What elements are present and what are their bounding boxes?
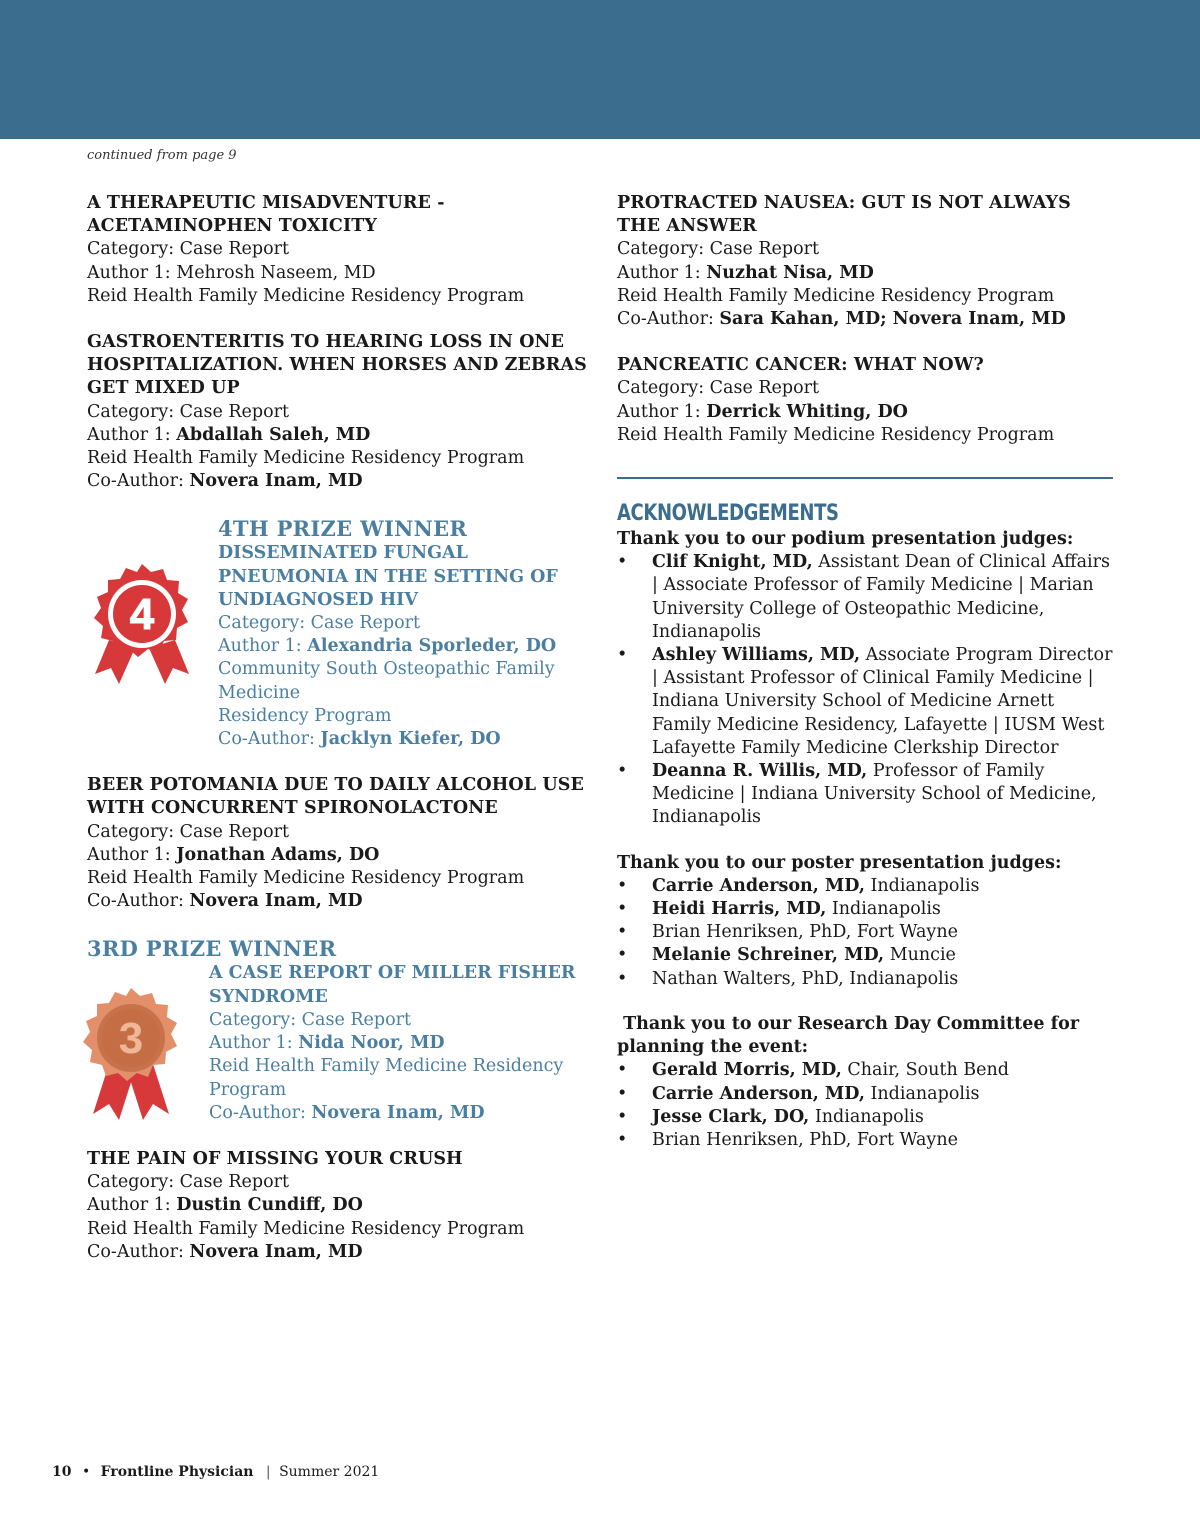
list-item: • Clif Knight, MD, Assistant Dean of Clinical Affairs | Associate Professor of Family Medicine | Marian University College of Osteopathic Medicine, Indianapolis	[617, 551, 1117, 644]
issue-date: Summer 2021	[279, 1464, 380, 1480]
entry-coauthor: Co-Author: Novera Inam, MD	[87, 891, 363, 912]
poster-judges-list	[617, 875, 1117, 991]
entry-program: Reid Health Family Medicine Residency Program	[87, 285, 525, 306]
entry-author: Author 1: Derrick Whiting, DO	[617, 401, 908, 422]
entry-program: Reid Health Family Medicine Residency Program	[209, 1056, 564, 1100]
list-item: • Gerald Morris, MD, Chair, South Bend	[617, 1059, 1117, 1082]
entry-category: Category: Case Report	[87, 401, 290, 422]
entry-category: Category: Case Report	[218, 613, 421, 634]
entry-author: Author 1: Jonathan Adams, DO	[87, 844, 380, 865]
abstract-entry	[617, 192, 1117, 331]
abstract-entry	[617, 354, 1117, 447]
entry-author: Author 1: Nida Noor, MD	[209, 1033, 445, 1054]
footer-bullet: •	[81, 1464, 91, 1480]
entry-program-cont: Residency Program	[218, 705, 392, 726]
continued-note: continued from page 9	[87, 148, 237, 163]
entry-author: Author 1: Nuzhat Nisa, MD	[617, 262, 874, 283]
prize-heading: 4TH PRIZE WINNER	[218, 516, 468, 542]
abstract-entry	[87, 192, 587, 308]
list-item: • Carrie Anderson, MD, Indianapolis	[617, 1083, 1117, 1106]
list-item: • Carrie Anderson, MD, Indianapolis	[617, 875, 1117, 898]
prize-4th	[87, 516, 587, 751]
committee-list	[617, 1059, 1117, 1152]
poster-judges-heading: Thank you to our poster presentation judges:	[617, 852, 1062, 873]
entry-coauthor: Co-Author: Novera Inam, MD	[87, 1241, 363, 1262]
entry-program: Reid Health Family Medicine Residency Program	[87, 1218, 525, 1239]
right-column	[617, 192, 1117, 1174]
svg-text:4: 4	[129, 590, 155, 640]
abstract-entry	[87, 774, 587, 913]
prize-entry-title: DISSEMINATED FUNGAL PNEUMONIA IN THE SETTING OF UNDIAGNOSED HIV	[218, 543, 558, 610]
entry-category: Category: Case Report	[617, 239, 820, 260]
list-item: • Nathan Walters, PhD, Indianapolis	[617, 968, 1117, 991]
list-item: • Ashley Williams, MD, Associate Program Director | Assistant Professor of Clinical Family Medicine | Indiana University School of Medicine Arnett Family Medicine Residency, Lafayette | IUSM West Lafayette Family Medicine Clerkship Director	[617, 644, 1117, 760]
page-footer	[52, 1464, 379, 1480]
entry-title: THE PAIN OF MISSING YOUR CRUSH	[87, 1148, 463, 1169]
third-prize-ribbon-icon	[79, 984, 183, 1124]
acknowledgements-title: ACKNOWLEDGEMENTS	[617, 501, 839, 527]
entry-author: Author 1: Alexandria Sporleder, DO	[218, 636, 557, 657]
svg-text:3: 3	[118, 1014, 144, 1064]
list-item: • Jesse Clark, DO, Indianapolis	[617, 1106, 1117, 1129]
list-item: • Brian Henriksen, PhD, Fort Wayne	[617, 921, 1117, 944]
prize-heading: 3RD PRIZE WINNER	[87, 936, 337, 962]
entry-category: Category: Case Report	[87, 239, 290, 260]
entry-program: Reid Health Family Medicine Residency Program	[617, 285, 1055, 306]
list-item: • Deanna R. Willis, MD, Professor of Family Medicine | Indiana University School of Medicine, Indianapolis	[617, 760, 1117, 830]
podium-judges-list	[617, 551, 1117, 829]
header-band	[0, 0, 1200, 139]
entry-category: Category: Case Report	[87, 821, 290, 842]
entry-title: BEER POTOMANIA DUE TO DAILY ALCOHOL USE WITH CONCURRENT SPIRONOLACTONE	[87, 775, 584, 819]
entry-author: Author 1: Abdallah Saleh, MD	[87, 424, 371, 445]
publication-name: Frontline Physician	[100, 1464, 254, 1480]
list-item: • Heidi Harris, MD, Indianapolis	[617, 898, 1117, 921]
abstract-entry	[87, 331, 587, 493]
entry-category: Category: Case Report	[617, 378, 820, 399]
entry-category: Category: Case Report	[87, 1172, 290, 1193]
list-item: • Melanie Schreiner, MD, Muncie	[617, 944, 1117, 967]
podium-judges-heading: Thank you to our podium presentation judges:	[617, 529, 1074, 550]
entry-coauthor: Co-Author: Novera Inam, MD	[87, 471, 363, 492]
entry-coauthor: Co-Author: Jacklyn Kiefer, DO	[218, 729, 501, 750]
prize-entry-title: A CASE REPORT OF MILLER FISHER SYNDROME	[209, 963, 576, 1007]
prize-3rd	[87, 936, 587, 1124]
footer-separator: |	[265, 1464, 271, 1480]
left-column	[87, 192, 587, 1287]
section-divider	[617, 477, 1113, 479]
entry-title: GASTROENTERITIS TO HEARING LOSS IN ONE HOSPITALIZATION. WHEN HORSES AND ZEBRAS GET MIXED UP	[87, 332, 587, 399]
entry-title: PROTRACTED NAUSEA: GUT IS NOT ALWAYS THE ANSWER	[617, 193, 1071, 237]
page-number: 10	[52, 1464, 72, 1480]
list-item: • Brian Henriksen, PhD, Fort Wayne	[617, 1129, 1117, 1152]
entry-author: Author 1: Dustin Cundiff, DO	[87, 1195, 363, 1216]
abstract-entry	[87, 1148, 587, 1264]
entry-title: PANCREATIC CANCER: WHAT NOW?	[617, 355, 984, 376]
entry-author: Author 1: Mehrosh Naseem, MD	[87, 262, 376, 283]
entry-program: Reid Health Family Medicine Residency Program	[87, 868, 525, 889]
committee-heading: Thank you to our Research Day Committee for planning the event:	[617, 1013, 1086, 1058]
entry-category: Category: Case Report	[209, 1009, 412, 1030]
entry-coauthor: Co-Author: Sara Kahan, MD; Novera Inam, MD	[617, 309, 1066, 330]
entry-program: Reid Health Family Medicine Residency Program	[617, 424, 1055, 445]
entry-program: Reid Health Family Medicine Residency Program	[87, 448, 525, 469]
entry-program: Community South Osteopathic Family Medicine	[218, 659, 555, 703]
entry-coauthor: Co-Author: Novera Inam, MD	[209, 1102, 485, 1123]
entry-title: A THERAPEUTIC MISADVENTURE - ACETAMINOPHEN TOXICITY	[87, 193, 445, 237]
fourth-prize-ribbon-icon	[87, 562, 197, 687]
